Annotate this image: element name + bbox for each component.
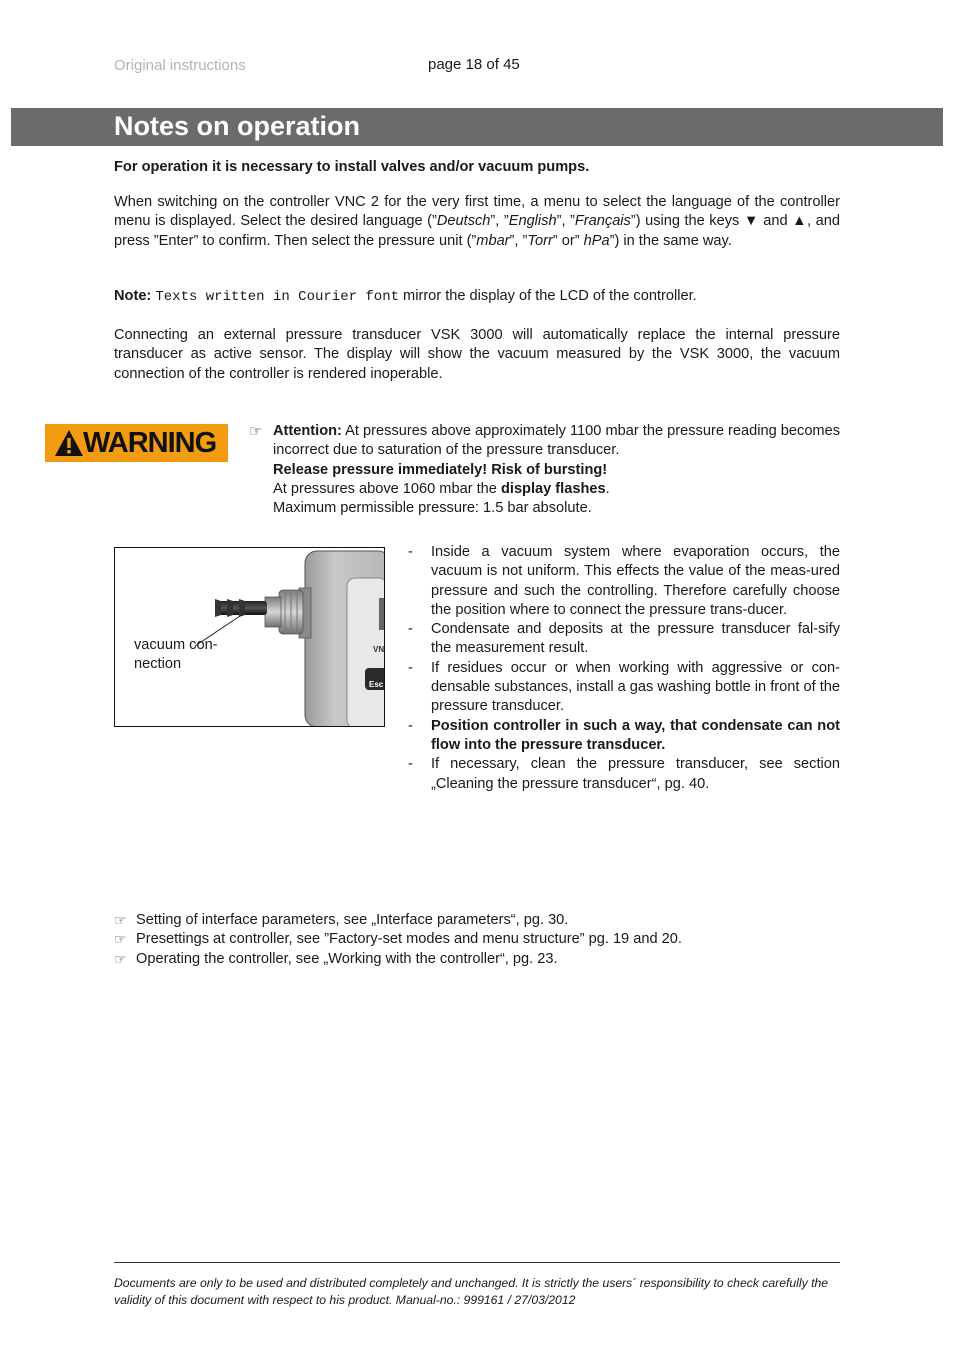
bullet-dash: -	[408, 544, 413, 560]
bullet-dash: -	[408, 756, 413, 773]
intro-bold-text: For operation it is necessary to install valves and/or vacuum pumps.	[114, 159, 590, 175]
note-rest: mirror the display of the LCD of the controller.	[399, 288, 697, 304]
title-bar	[11, 108, 943, 146]
vacuum-connection-figure	[114, 547, 385, 727]
attention-line	[273, 422, 840, 461]
device-label-vn: VN	[373, 645, 385, 654]
cross-reference-item	[114, 930, 840, 949]
warning-triangle-icon	[53, 428, 85, 458]
header-left-text: Original instructions	[114, 57, 246, 74]
list-item	[408, 659, 840, 717]
unit-hpa: hPa	[583, 232, 610, 249]
release-warning: Release pressure immediately! Risk of bursting!	[273, 461, 608, 478]
lang-francais: Français	[574, 213, 631, 230]
note-label: Note:	[114, 288, 152, 304]
warning-text-block	[273, 422, 840, 518]
attention-label: Attention:	[273, 423, 342, 439]
lang-deutsch: Deutsch	[436, 213, 491, 230]
cross-reference-text: Setting of interface parameters, see „Interface parameters“, pg. 30.	[136, 912, 569, 928]
bullet-dash: -	[408, 717, 413, 734]
text-run: ”) in the same way.	[609, 232, 732, 249]
pointing-hand-icon: ☞	[249, 423, 263, 440]
vsk-paragraph: Connecting an external pressure transducer VSK 3000 will automatically replace the internal pressure transducer as active sensor. The display will show the vacuum measured by the VSK 3000, the vacuum connection of the controller is rendered inoperable.	[114, 327, 840, 382]
footer-disclaimer: Documents are only to be used and distributed completely and unchanged. It is strictly the users´ responsibility to check carefully the validity of this document with respect to his product. Manual-no.: 999161 / 27/03/2012	[114, 1276, 829, 1307]
cross-reference-text: Operating the controller, see „Working with the controller“, pg. 23.	[136, 950, 558, 967]
cross-reference-item	[114, 950, 840, 969]
warning-badge	[45, 424, 228, 462]
text-run: ”, ”	[509, 232, 528, 249]
list-item	[408, 620, 840, 659]
footer-divider	[114, 1262, 840, 1263]
bullet-text: If necessary, clean the pressure transducer, see section „Cleaning the pressure transducer“, pg. 40.	[431, 756, 840, 792]
pointing-hand-icon: ☞	[114, 931, 127, 948]
unit-torr: Torr	[527, 232, 553, 249]
bullet-dash: -	[408, 621, 413, 638]
note-mono-text: Texts written in Courier font	[155, 289, 399, 305]
bullet-text-bold: Position controller in such a way, that condensate can not flow into the pressure transducer.	[431, 717, 840, 753]
bullet-text: If residues occur or when working with aggressive or con-densable substances, install a gas washing bottle in front of the pressure transducer.	[431, 659, 840, 715]
bullet-list	[408, 543, 840, 794]
pointing-hand-icon: ☞	[114, 950, 127, 967]
lang-english: English	[508, 213, 557, 230]
figure-caption: vacuum con- nection	[134, 637, 218, 673]
text-run: ”) using the keys ▼ and ▲, and press ”Enter” to confirm. Then select the pressure unit (”	[114, 213, 840, 249]
text-run: When switching on the controller VNC 2 for the very first time, a menu to select the language of the controller menu is displayed. Select the desired language (”	[114, 194, 840, 230]
list-item	[408, 717, 840, 756]
cross-reference-list	[114, 911, 840, 969]
attention-text: At pressures above approximately 1100 mbar the pressure reading becomes incorrect due to saturation of the pressure transducer.	[273, 423, 840, 459]
pointing-hand-icon: ☞	[114, 912, 127, 928]
text-run: ” or”	[552, 232, 584, 249]
warning-badge-label: WARNING	[83, 427, 217, 459]
cross-reference-text: Presettings at controller, see ”Factory-set modes and menu structure” pg. 19 and 20.	[136, 931, 682, 948]
list-item	[408, 755, 840, 794]
text-run: ”, ”	[490, 213, 509, 230]
max-pressure-line: Maximum permissible pressure: 1.5 bar absolute.	[273, 500, 592, 517]
page-number: page 18 of 45	[428, 56, 520, 73]
bullet-text: Inside a vacuum system where evaporation occurs, the vacuum is not uniform. This effects the value of the meas-ured pressure and such the controlling. Therefore carefully choose the position where to connect the pressure trans-ducer.	[431, 544, 840, 618]
unit-mbar: mbar	[476, 232, 510, 249]
flash-line	[273, 480, 840, 499]
bullet-dash: -	[408, 659, 413, 676]
note-paragraph	[114, 287, 840, 307]
cross-reference-item	[114, 911, 840, 930]
display-flashes: display flashes	[500, 480, 606, 497]
list-item	[408, 543, 840, 620]
language-paragraph	[114, 193, 840, 251]
page-title: Notes on operation	[114, 111, 361, 141]
bullet-text: Condensate and deposits at the pressure transducer fal-sify the measurement result.	[431, 621, 840, 657]
esc-key-label: Esc	[369, 680, 384, 689]
text-run: ”, ”	[556, 213, 575, 230]
text-run: At pressures above 1060 mbar the	[273, 480, 501, 497]
text-run: .	[605, 480, 610, 497]
